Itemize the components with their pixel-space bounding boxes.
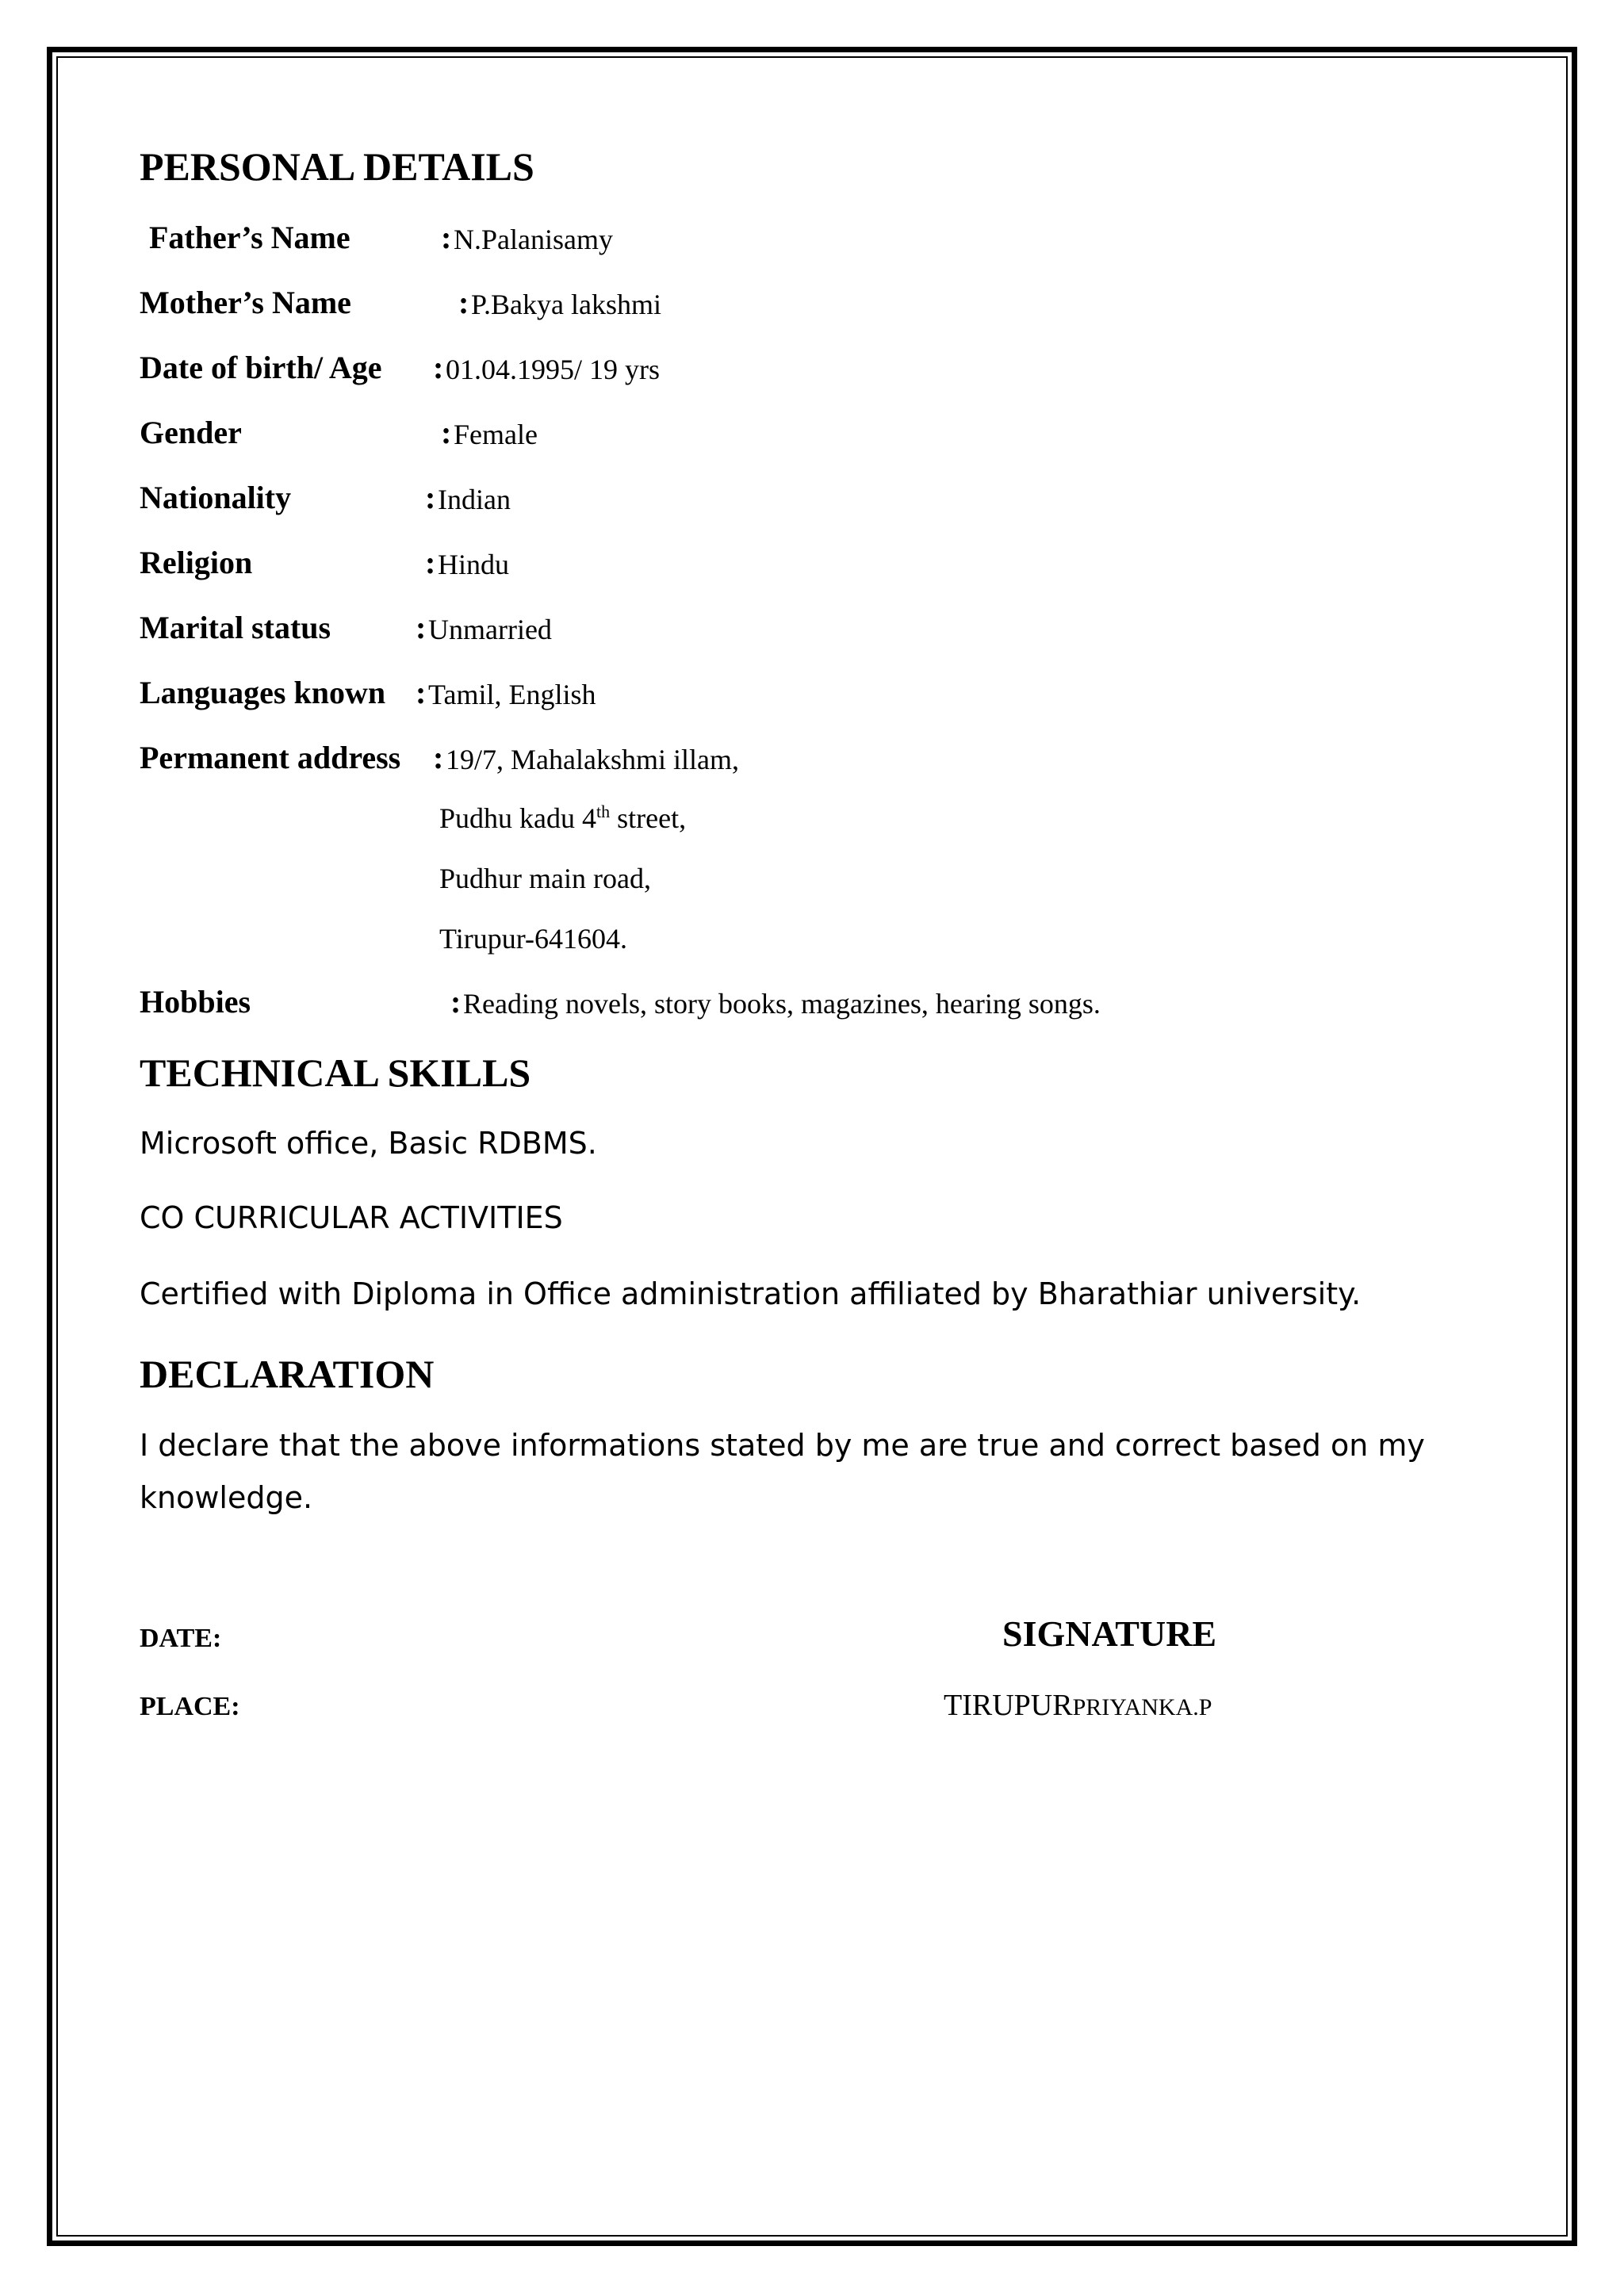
- place-label: PLACE:: [140, 1692, 240, 1721]
- languages-colon: :: [416, 675, 427, 710]
- address-line-1: 19/7, Mahalakshmi illam,: [446, 744, 739, 775]
- nationality-value: Indian: [438, 484, 511, 515]
- dob-colon: :: [433, 350, 444, 385]
- personal-details-heading: PERSONAL DETAILS: [140, 144, 534, 189]
- fathers-name-value: N.Palanisamy: [454, 224, 613, 255]
- languages-label: Languages known: [140, 675, 386, 710]
- religion-colon: :: [425, 545, 436, 580]
- address-line-2-suffix: street,: [610, 802, 687, 834]
- hobbies-label: Hobbies: [140, 984, 251, 1020]
- fathers-name-colon: :: [441, 220, 452, 255]
- mothers-name-label: Mother’s Name: [140, 285, 351, 320]
- dob-label: Date of birth/ Age: [140, 350, 382, 385]
- declaration-heading: DECLARATION: [140, 1352, 435, 1396]
- marital-status-colon: :: [416, 610, 427, 645]
- fathers-name-label: Father’s Name: [149, 220, 350, 255]
- cocurricular-heading: CO CURRICULAR ACTIVITIES: [140, 1200, 563, 1235]
- address-line-3: Pudhur main road,: [439, 863, 651, 894]
- mothers-name-colon: :: [458, 285, 469, 320]
- dob-value: 01.04.1995/ 19 yrs: [446, 354, 660, 385]
- address-line-4: Tirupur-641604.: [439, 923, 627, 955]
- gender-label: Gender: [140, 415, 242, 450]
- technical-skills-text: Microsoft office, Basic RDBMS.: [140, 1126, 597, 1161]
- signatory-name: PRIYANKA.P: [1072, 1694, 1212, 1720]
- religion-value: Hindu: [438, 549, 509, 580]
- marital-status-value: Unmarried: [428, 614, 552, 645]
- address-colon: :: [433, 740, 444, 775]
- hobbies-colon: :: [450, 984, 462, 1020]
- mothers-name-value: P.Bakya lakshmi: [471, 289, 661, 320]
- place-value: TIRUPUR: [944, 1689, 1073, 1722]
- gender-colon: :: [441, 415, 452, 450]
- address-line-2-prefix: Pudhu kadu 4: [439, 802, 596, 834]
- technical-skills-heading: TECHNICAL SKILLS: [140, 1050, 531, 1095]
- place-and-name: [944, 1690, 1212, 1720]
- address-label: Permanent address: [140, 740, 401, 775]
- nationality-label: Nationality: [140, 480, 292, 515]
- signature-label: SIGNATURE: [1002, 1613, 1217, 1654]
- marital-status-label: Marital status: [140, 610, 331, 645]
- date-label: DATE:: [140, 1624, 222, 1653]
- declaration-text: I declare that the above informations stated by me are true and correct based on my knowledge.: [140, 1428, 1425, 1515]
- gender-value: Female: [454, 419, 538, 450]
- cocurricular-text: Certified with Diploma in Office administration affiliated by Bharathiar university.: [140, 1276, 1362, 1311]
- languages-value: Tamil, English: [428, 679, 596, 710]
- address-line-2: [439, 804, 686, 832]
- hobbies-value: Reading novels, story books, magazines, hearing songs.: [463, 988, 1101, 1020]
- religion-label: Religion: [140, 545, 253, 580]
- address-line-2-sup: th: [596, 802, 611, 821]
- nationality-colon: :: [425, 480, 436, 515]
